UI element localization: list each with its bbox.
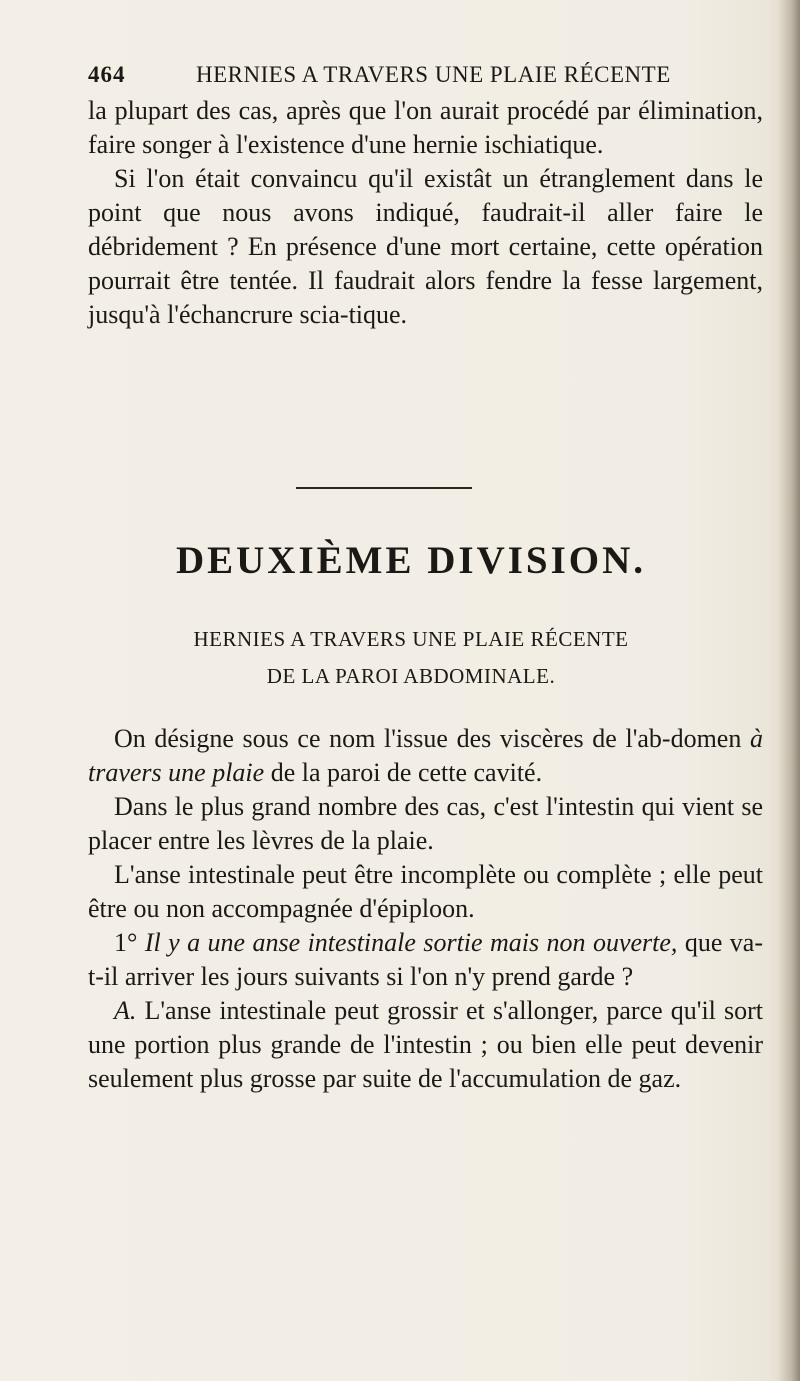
running-head-title: HERNIES A TRAVERS UNE PLAIE RÉCENTE [196,62,671,87]
paragraph [88,994,763,1096]
paragraph: Dans le plus grand nombre des cas, c'est l'intestin qui vient se placer entre les lèvres de la plaie. [88,792,763,855]
paragraph: Si l'on était convaincu qu'il existât un étranglement dans le point que nous avons indiqué, faudrait-il aller faire le débridement ? En présence d'une mort certaine, cette opération pourrait être tentée. Il faudrait alors fendre la fesse largement, jusqu'à l'échancrure scia-tique. [88,164,763,329]
section-divider-rule [296,487,472,489]
paragraph-text: de la paroi de cette cavité. [264,758,543,787]
italic-phrase: Il y a une anse intestinale sortie mais non ouverte, [144,928,678,957]
division-subtitle-line1: HERNIES A TRAVERS UNE PLAIE RÉCENTE [193,627,629,651]
list-letter: A. [114,996,137,1025]
paragraph [88,722,763,790]
division-subtitle-line2: DE LA PAROI ABDOMINALE. [266,664,556,688]
paragraph-text: On désigne sous ce nom l'issue des viscères de l'ab-domen [114,724,750,753]
section-one-text [88,94,763,332]
division-heading: DEUXIÈME DIVISION. [175,539,647,582]
section-two-text [88,722,763,1096]
running-head [88,62,728,92]
page-gutter-shadow [778,0,800,1381]
list-number: 1° [114,928,138,957]
paragraph [88,926,763,994]
page-number: 464 [88,62,126,87]
paragraph: la plupart des cas, après que l'on aurait procédé par élimination, faire songer à l'existence d'une hernie ischiatique. [88,96,763,159]
italic-phrase: à travers une plaie [88,724,763,787]
paragraph-text: L'anse intestinale peut grossir et s'allonger, parce qu'il sort une portion plus grande de l'intestin ; ou bien elle peut devenir seulement plus grosse par suite de l'accumulation de gaz. [88,996,763,1093]
paragraph: L'anse intestinale peut être incomplète ou complète ; elle peut être ou non accompagnée d'épiploon. [88,860,763,923]
paragraph-text: que va-t-il arriver les jours suivants si l'on n'y prend garde ? [88,928,763,991]
